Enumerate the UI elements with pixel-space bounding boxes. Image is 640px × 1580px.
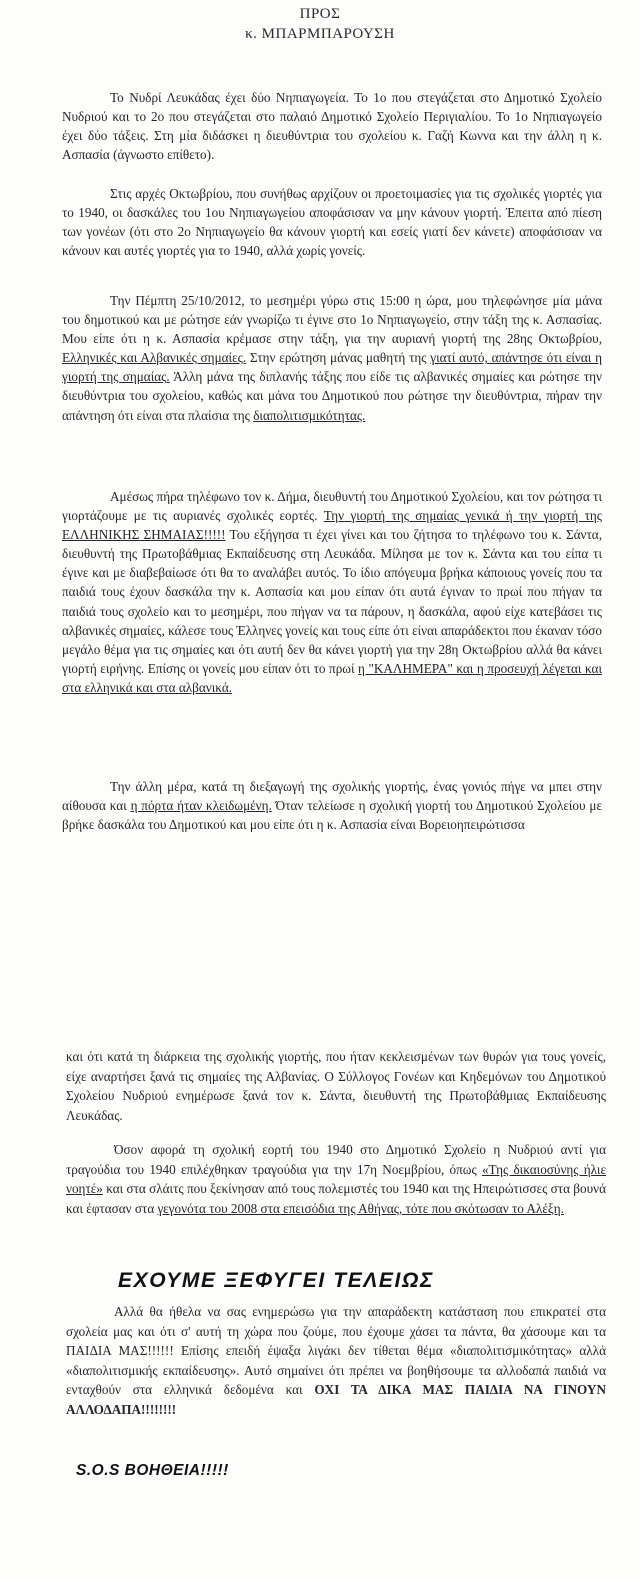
paragraph-5-text-c: Όταν τελείωσε η σχολική γιορτή του Δημοτικού Σχολείου με βρήκε δασκάλα του Δημοτικού και μου είπε ότι η κ. Ασπασία είναι Βορειοηπειρώτισσα [62, 798, 602, 833]
header-to: ΠΡΟΣ [299, 6, 341, 22]
paragraph-2: Στις αρχές Οκτωβρίου, που συνήθως αρχίζουν οι προετοιμασίες για τις σχολικές γιορτές για το 1940, οι δασκάλες του 1ου Νηπιαγωγείου αποφάσισαν να μην κάνουν γιορτή. Έπειτα από πίεση των γονέων (ότι στο 2ο Νηπιαγωγείο θα κάνουν γιορτή και εσείς γιατί δεν κάνετε) αποφάσισαν να κάνουν και αυτές γιορτές για το 1940, αλλά χωρίς γονείς. [62, 186, 602, 259]
paragraph-3 [62, 291, 602, 425]
headline-escaped-completely: ΕΧΟΥΜΕ ΞΕΦΥΓΕΙ ΤΕΛΕΙΩΣ [118, 1269, 434, 1292]
paragraph-6: και ότι κατά τη διάρκεια της σχολικής γιορτής, που ήταν κεκλεισμένων των θυρών για τους γονείς, είχε αναρτήσει ξανά τις σημαίες της Αλβανίας. Ο Σύλλογος Γονέων και Κηδεμόνων του Δημοτικού Σχολείου Νυδριού ενημέρωσε ξανά τον κ. Σάντα, διευθυντή της Πρωτοβάθμιας Εκπαίδευσης Λευκάδας. [66, 1049, 606, 1123]
underlined-answer-phrase: γιατί αυτό, απάντησε ότι είναι η γιορτή της σημαίας. [62, 350, 603, 385]
paragraph-5 [62, 777, 602, 834]
paragraph-3-text-c: Στην ερώτηση μάνας μαθητή της [246, 350, 431, 366]
paragraph-7 [66, 1140, 606, 1218]
paragraph-3-text-a: Την Πέμπτη 25/10/2012, το μεσημέρι γύρω στις 15:00 η ώρα, μου τηλεφώνησε μία μάνα του δημοτικού και με ρώτησε εάν γνωρίζω τι έγινε στο 1ο Νηπιαγωγείο, στην τάξη της κ. Ασπασίας. Μου είπε ότι η κ. Ασπασία κρέμασε στην τάξη, για την αυριανή γιορτή της 28ης Οκτωβρίου, [62, 293, 602, 347]
paragraph-8-text-a: Αλλά θα ήθελα να σας ενημερώσω για την απαράδεκτη κατάσταση που επικρατεί στα σχολεία μας και ότι σ' αυτή τη χώρα που ζούμε, που έχουμε χάσει τα πάντα, θα χάσουμε και τα ΠΑΙΔΙΑ ΜΑΣ!!!!!! Επίσης επειδή έψαξα λιγάκι δεν τίθεται θέμα «διαπολιτισμικότητας» αλλά «διαπολιτισμικής εκπαίδευσης». Αυτό σημαίνει ότι πρέπει να βοηθήσουμε τα αλλοδαπά παιδιά να ενταχθούν στα ελληνικά δεδομένα και [66, 1304, 606, 1398]
underlined-interculturality: διαπολιτισμικότητας. [253, 407, 366, 423]
underlined-flags-phrase: Ελληνικές και Αλβανικές σημαίες. [62, 350, 247, 366]
paragraph-5-text-a: Την άλλη μέρα, κατά τη διεξαγωγή της σχολικής γιορτής, ένας γονιός πήγε να μπει στην αίθουσα και [62, 779, 602, 814]
bold-closing-demand: ΟΧΙ ΤΑ ΔΙΚΑ ΜΑΣ ΠΑΙΔΙΑ ΝΑ ΓΙΝΟΥΝ ΑΛΛΟΔΑΠΑ!!!!!!!! [66, 1382, 606, 1417]
underlined-2008-events: γεγονότα του 2008 στα επεισόδια της Αθήνας, τότε που σκότωσαν το Αλέξη. [157, 1200, 564, 1216]
underlined-song-title: «Της δικαιοσύνης ήλιε νοητέ» [66, 1161, 606, 1197]
sos-closing: S.O.S ΒΟΗΘΕΙΑ!!!!! [76, 1462, 229, 1479]
paragraph-8 [66, 1302, 606, 1420]
paragraph-7-text-a: Όσον αφορά τη σχολική εορτή του 1940 στο Δημοτικό Σχολείο η Νυδριού αντί για τραγούδια του 1940 επιλέχθηκαν τραγούδια για την 17η Νοεμβρίου, όπως [66, 1142, 606, 1177]
paragraph-4 [62, 487, 602, 697]
underlined-locked-door: η πόρτα ήταν κλειδωμένη. [130, 798, 272, 814]
underlined-greeting-phrase: η "ΚΑΛΗΜΕΡΑ" και η προσευχή λέγεται και στα ελληνικά και στα αλβανικά. [62, 660, 602, 695]
paragraph-3-text-e: Άλλη μάνα της διπλανής τάξης που είδε τις αλβανικές σημαίες και ρώτησε την διευθύντρια του σχολείου, καθώς και μάνα του Δημοτικού που ρώτησε την διευθύντρια, πήραν την απάντηση ότι είναι στα πλαίσια της [62, 369, 602, 423]
paragraph-7-text-c: και στα σλάιτς που ξεκίνησαν από τους πολεμιστές του 1940 και της Ηπειρώτισσες στα βουνά και έφτασαν στα [66, 1181, 606, 1216]
header-recipient: κ. ΜΠΑΡΜΠΑΡΟΥΣΗ [245, 26, 395, 42]
underlined-flag-day-phrase: Την γιορτή της σημαίας γενικά ή την γιορτή της ΕΛΛΗΝΙΚΗΣ ΣΗΜΑΙΑΣ!!!!! [62, 508, 602, 543]
paragraph-1: Το Νυδρί Λευκάδας έχει δύο Νηπιαγωγεία. Το 1ο που στεγάζεται στο Δημοτικό Σχολείο Νυδριού και το 2ο που στεγάζεται στο παλαιό Δημοτικό Σχολείο Περιγιαλίου. Το 1ο Νηπιαγωγείο έχει δύο τάξεις. Στη μία διδάσκει η διευθύντρια του σχολείου κ. Γαζή Κωννα και την άλλη η κ. Ασπασία (άγνωστο επίθετο). [62, 90, 602, 163]
paragraph-4-text-c: Του εξήγησα τι έχει γίνει και του ζήτησα το τηλέφωνο του κ. Σάντα, διευθυντή της Πρωτοβάθμιας Εκπαίδευσης στη Λευκάδα. Μίλησα με τον κ. Σάντα και του είπα τι έγινε και με διαβεβαίωσε ότι θα το αναλάβει αυτός. Το ίδιο απόγευμα βρήκα κάποιους γονείς που τα παιδιά τους έχουν δασκάλα την κ. Ασπασία και μου είπαν ότι αυτά έγιναν το πρωί που πήγαν τα παιδιά τους σχολείο και το μεσημέρι, που πήγαν να τα πάρουν, η δασκάλα, αφού είχε κατεβάσει τις αλβανικές σημαίες, κάλεσε τους Έλληνες γονείς και τους είπε ότι είναι απαράδεκτοι που έκαναν τόσο μεγάλο θέμα για τις σημαίες και ότι αυτή δεν θα κάνει γιορτή για την 28η Οκτωβρίου αλλά θα κάνει γιορτή ειρήνης. Επίσης οι γονείς μου είπαν ότι το πρωί [62, 527, 602, 676]
paragraph-4-text-a: Αμέσως πήρα τηλέφωνο τον κ. Δήμα, διευθυντή του Δημοτικού Σχολείου, και τον ρώτησα τι γιορτάζουμε με τις αυριανές σχολικές εορτές. [62, 489, 602, 524]
